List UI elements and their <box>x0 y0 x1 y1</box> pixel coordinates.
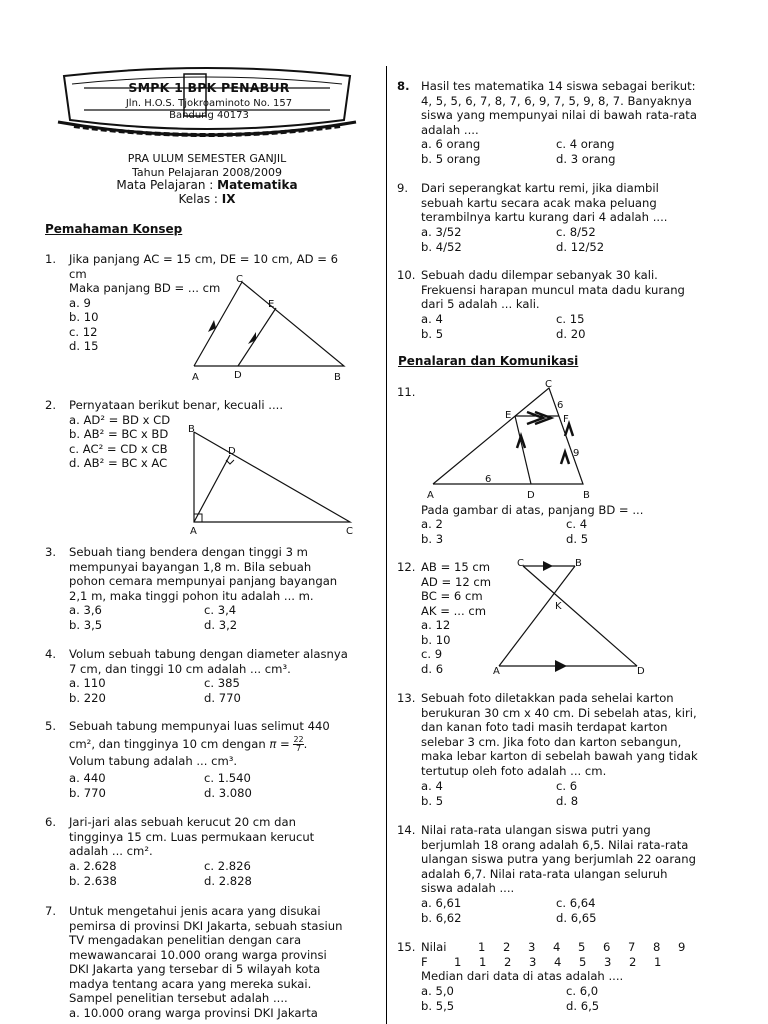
answer-option[interactable]: d. AB² = BC x AC <box>69 456 168 470</box>
right-angle-mark <box>226 460 234 464</box>
answer-option[interactable]: b. 5 <box>421 326 444 341</box>
section-heading-reasoning: Penalaran dan Komunikasi <box>398 354 579 368</box>
class-value: IX <box>221 191 236 206</box>
answer-option[interactable]: c. AC² = CD x CB <box>69 441 168 456</box>
question-text <box>69 815 371 859</box>
question-number: 3. <box>45 545 57 559</box>
question-line: Maka panjang BD = ... cm <box>69 281 221 295</box>
question-number: 15. <box>397 940 416 954</box>
question-line: AK = ... cm <box>421 603 487 618</box>
answer-option[interactable]: c. 6,0 <box>566 984 599 998</box>
question-line: Jari-jari alas sebuah kerucut 20 cm dan <box>69 815 296 829</box>
question-line: Sebuah dadu dilempar sebanyak 30 kali. <box>421 268 658 282</box>
question-line: dari 5 adalah ... kali. <box>421 297 540 311</box>
question-line: tingginya 15 cm. Luas permukaan kerucut <box>69 829 315 844</box>
question-text <box>421 503 753 518</box>
answer-option[interactable]: a. 4 <box>421 312 443 326</box>
answer-option[interactable]: c. 1.540 <box>204 771 251 785</box>
question-line: AB = 15 cm <box>421 560 491 574</box>
question-line: cm <box>69 266 87 281</box>
answer-option[interactable]: d. 3 orang <box>556 151 616 166</box>
vertex-label: A <box>192 372 199 383</box>
parallel-arrow <box>543 561 553 571</box>
question-line: AD = 12 cm <box>421 574 492 589</box>
question-line: adalah ... cm². <box>69 844 153 858</box>
vertex-label: K <box>555 601 562 612</box>
answer-option[interactable]: b. 2.638 <box>69 873 117 888</box>
question-line: Pernyataan berikut benar, kecuali .... <box>69 398 284 412</box>
parallel-arrow <box>248 332 256 344</box>
parallel-arrow <box>555 660 567 672</box>
question-line: BC = 6 cm <box>421 589 483 603</box>
figure-right-triangle-q2 <box>184 420 360 536</box>
vertex-label: D <box>234 370 242 381</box>
fraction-denominator: 7 <box>296 743 302 753</box>
answer-option[interactable]: a. AD² = BD x CD <box>69 412 171 427</box>
question-line: Sebuah foto diletakkan pada sehelai karton <box>421 691 674 705</box>
table-cell: 3 <box>528 940 536 954</box>
question-text <box>69 647 371 676</box>
answer-options <box>421 517 751 546</box>
answer-option[interactable]: c. 385 <box>204 676 240 690</box>
answer-option[interactable]: c. 6 <box>556 779 578 793</box>
vertex-label: D <box>527 490 535 501</box>
exam-name: PRA ULUM SEMESTER GANJIL <box>127 152 287 165</box>
vertex-label: B <box>583 490 590 501</box>
question-number: 6. <box>45 815 57 829</box>
answer-option[interactable]: b. 5 <box>421 793 444 808</box>
question-line: Dari seperangkat kartu remi, jika diambil <box>421 181 659 195</box>
question-text <box>421 268 753 312</box>
question-number: 13. <box>397 691 416 705</box>
answer-option[interactable]: a. 440 <box>69 771 106 785</box>
question-line: berjumlah 18 orang adalah 6,5. Nilai rata-rata <box>421 837 689 852</box>
answer-options <box>69 603 369 632</box>
vertex-label: D <box>228 446 236 457</box>
answer-option[interactable]: c. 2.826 <box>204 859 251 873</box>
parallel-arrow <box>561 452 569 464</box>
question-number: 12. <box>397 560 416 574</box>
question-line: 2,1 m, maka tinggi pohon itu adalah ... m. <box>69 588 314 603</box>
table-cell: 2 <box>503 940 511 954</box>
table-cell: 9 <box>678 940 686 954</box>
parallel-arrow <box>565 424 573 436</box>
answer-option[interactable]: d. 3,2 <box>204 617 238 632</box>
question-line: Pada gambar di atas, panjang BD = ... <box>421 503 644 517</box>
answer-options <box>421 312 751 341</box>
text-segment: . <box>303 736 308 751</box>
table-cell: 3 <box>529 954 537 969</box>
question-text <box>69 719 371 768</box>
answer-option[interactable]: c. 6,64 <box>556 896 596 910</box>
question-number: 7. <box>45 904 57 918</box>
class-line <box>44 193 370 207</box>
question-line: sebuah kartu secara acak maka peluang <box>421 195 657 210</box>
answer-options <box>421 984 751 1013</box>
answer-option[interactable]: c. 4 <box>566 517 588 531</box>
vertex-label: E <box>505 410 512 421</box>
answer-option[interactable]: b. 5,5 <box>421 998 455 1013</box>
answer-option[interactable]: a. 3/52 <box>421 225 462 239</box>
table-cell: 1 <box>478 940 486 954</box>
question-text <box>421 691 757 778</box>
figure-triangle-q11 <box>427 378 607 502</box>
question-number: 11. <box>397 385 416 399</box>
question-line: Median dari data di atas adalah .... <box>421 969 624 983</box>
exam-title <box>44 152 370 206</box>
answer-option[interactable]: a. 10.000 orang warga provinsi DKI Jakarta <box>69 1005 318 1020</box>
vertex-label: B <box>334 372 341 383</box>
vertex-label: C <box>236 274 243 285</box>
parallel-arrow <box>527 412 551 424</box>
address-line-1: Jln. H.O.S. Tjokroaminoto No. 157 <box>125 98 293 109</box>
segment-label: 9 <box>573 448 580 459</box>
data-row-frequency <box>421 955 757 970</box>
vertex-label: C <box>346 526 353 536</box>
question-text <box>69 545 371 603</box>
answer-option[interactable]: d. 12/52 <box>556 239 605 254</box>
question-text <box>69 904 371 1020</box>
school-header <box>44 64 370 154</box>
answer-options <box>69 859 369 888</box>
answer-option[interactable]: d. 20 <box>556 326 586 341</box>
question-number: 9. <box>397 181 409 195</box>
answer-options <box>69 771 369 800</box>
school-name: SMPK 1 BPK PENABUR <box>128 80 290 95</box>
segment-label: 6 <box>485 474 492 485</box>
segment-label: 6 <box>557 400 564 411</box>
question-line: madya tentang acara yang mereka sukai. <box>69 976 312 991</box>
subject-value: Matematika <box>217 178 298 192</box>
table-cell: 6 <box>603 940 611 954</box>
table-cell: 4 <box>554 954 562 969</box>
answer-option[interactable]: d. 6,5 <box>566 998 600 1013</box>
answer-option[interactable]: a. 2 <box>421 517 443 531</box>
question-text <box>421 181 753 225</box>
question-line: TV mengadakan penelitian dengan cara <box>69 933 302 947</box>
question-line: maka lebar karton di sebelah bawah yang tidak <box>421 749 698 763</box>
table-cell: 1 <box>654 954 662 969</box>
vertex-label: A <box>190 526 197 536</box>
vertex-label: F <box>563 414 569 425</box>
vertex-label: C <box>545 379 552 390</box>
question-number: 1. <box>45 252 57 266</box>
question-number: 4. <box>45 647 57 661</box>
question-number: 8. <box>397 79 410 93</box>
vertex-label: E <box>268 299 275 310</box>
question-line: pohon cemara mempunyai panjang bayangan <box>69 574 338 588</box>
question-line: dan kanan foto tadi masih terdapat karton <box>421 720 668 734</box>
answer-option[interactable]: b. 6,62 <box>421 910 462 925</box>
answer-option[interactable]: c. 3,4 <box>204 603 237 617</box>
question-line: adalah .... <box>421 122 479 137</box>
question-line: ulangan siswa putra yang berjumlah 22 oarang <box>421 852 696 866</box>
pi-symbol: π = <box>269 736 294 751</box>
answer-options <box>421 137 751 166</box>
answer-options <box>421 896 751 925</box>
fraction-numerator: 22 <box>293 734 304 744</box>
answer-option[interactable]: d. 5 <box>566 531 589 546</box>
question-line: Sebuah tabung mempunyai luas selimut 440 <box>69 719 330 733</box>
answer-option[interactable]: b. 5 orang <box>421 151 481 166</box>
question-number: 2. <box>45 398 57 412</box>
table-cell: 3 <box>604 954 612 969</box>
vertex-label: D <box>637 666 645 677</box>
question-line: pemirsa di provinsi DKI Jakarta, sebuah stasiun <box>69 918 343 933</box>
answer-option[interactable]: a. 2.628 <box>69 859 117 873</box>
answer-option[interactable]: a. 4 <box>421 779 443 793</box>
answer-option[interactable]: a. 12 <box>421 618 451 632</box>
answer-option[interactable]: d. 8 <box>556 793 579 808</box>
answer-option[interactable]: b. 4/52 <box>421 239 462 254</box>
figure-triangle-q1 <box>186 270 356 385</box>
question-number: 14. <box>397 823 416 837</box>
question-line: siswa adalah .... <box>421 881 515 895</box>
class-label: Kelas : <box>178 191 222 206</box>
answer-option[interactable]: b. AB² = BC x BD <box>69 427 169 441</box>
subject-label: Mata Pelajaran : <box>116 178 218 192</box>
question-line: selebar 3 cm. Jika foto dan karton sebangun, <box>421 734 682 749</box>
question-line: berukuran 30 cm x 40 cm. Di sebelah atas, kiri, <box>421 705 697 720</box>
data-row-values <box>421 940 757 955</box>
question-line: terambilnya kartu kurang dari 4 adalah .... <box>421 210 668 224</box>
answer-options <box>421 225 751 254</box>
answer-option[interactable]: a. 5,0 <box>421 984 454 998</box>
question-line: DKI Jakarta yang tersebar di 5 wilayah kota <box>69 962 321 976</box>
answer-option[interactable]: b. 10 <box>69 310 99 324</box>
table-cell: 2 <box>629 954 637 969</box>
question-line <box>69 734 371 754</box>
table-cell: 2 <box>504 954 512 969</box>
answer-option[interactable]: d. 15 <box>69 339 99 353</box>
answer-option[interactable]: d. 3.080 <box>204 785 252 800</box>
answer-option[interactable]: a. 9 <box>69 295 91 310</box>
subject-line <box>44 179 370 193</box>
answer-option[interactable]: c. 9 <box>421 647 443 661</box>
answer-option[interactable]: c. 8/52 <box>556 225 596 239</box>
table-cell: 4 <box>553 940 561 954</box>
answer-option[interactable]: d. 2.828 <box>204 873 252 888</box>
row-label: F <box>421 954 428 969</box>
table-cell: 5 <box>579 954 587 969</box>
school-address <box>104 98 314 122</box>
answer-option[interactable]: d. 770 <box>204 690 241 705</box>
question-line: Sebuah tiang bendera dengan tinggi 3 m <box>69 545 308 559</box>
question-line: Frekuensi harapan muncul mata dadu kurang <box>421 282 685 297</box>
question-line: Hasil tes matematika 14 siswa sebagai berikut: <box>421 79 696 93</box>
question-number: 10. <box>397 268 416 282</box>
vertex-label: C <box>517 558 524 569</box>
question-line: mempunyai bayangan 1,8 m. Bila sebuah <box>69 559 312 574</box>
question-line: 4, 5, 5, 6, 7, 8, 7, 6, 9, 7, 5, 9, 8, 7. Banyaknya <box>421 93 692 108</box>
vertex-label: A <box>427 490 434 501</box>
answer-option[interactable]: c. 4 orang <box>556 137 615 151</box>
answer-option[interactable]: a. 3,6 <box>69 603 102 617</box>
question-line: 7 cm, dan tinggi 10 cm adalah ... cm³. <box>69 661 291 676</box>
question-line: Jika panjang AC = 15 cm, DE = 10 cm, AD = 6 <box>69 252 338 266</box>
figure-crossed-lines-q12 <box>491 556 653 678</box>
academic-year: Tahun Pelajaran 2008/2009 <box>131 165 283 179</box>
answer-option[interactable]: c. 12 <box>69 324 98 339</box>
table-cell: 1 <box>479 954 487 969</box>
answer-option[interactable]: b. 770 <box>69 785 106 800</box>
answer-option[interactable]: b. 220 <box>69 690 106 705</box>
fraction <box>293 736 303 753</box>
right-column <box>387 0 768 1024</box>
table-cell: 8 <box>653 940 661 954</box>
question-line: mewawancarai 10.000 orang warga provinsi <box>69 947 327 962</box>
question-line: siswa yang mempunyai nilai di bawah rata-rata <box>421 108 697 122</box>
vertex-label: B <box>188 424 195 435</box>
answer-options <box>69 676 369 705</box>
vertex-label: A <box>493 666 500 677</box>
table-cell: 5 <box>578 940 586 954</box>
answer-option[interactable]: a. 6,61 <box>421 896 462 910</box>
answer-options <box>421 779 751 808</box>
answer-option[interactable]: b. 3,5 <box>69 617 103 632</box>
question-line: adalah 6,7. Nilai rata-rata ulangan seluruh <box>421 866 668 881</box>
address-line-2: Bandung 40173 <box>169 110 249 121</box>
question-line: Nilai rata-rata ulangan siswa putri yang <box>421 823 651 837</box>
table-cell: 1 <box>454 954 462 969</box>
answer-option[interactable]: a. 110 <box>69 676 106 690</box>
question-line: Untuk mengetahui jenis acara yang disukai <box>69 904 321 918</box>
question-line: tertutup oleh foto adalah ... cm. <box>421 763 607 778</box>
answer-option[interactable]: d. 6,65 <box>556 910 597 925</box>
question-line: Volum sebuah tabung dengan diameter alasnya <box>69 647 348 661</box>
answer-option[interactable]: c. 15 <box>556 312 585 326</box>
question-number: 5. <box>45 719 57 733</box>
answer-option[interactable]: b. 3 <box>421 531 444 546</box>
section-heading-concept: Pemahaman Konsep <box>45 222 183 236</box>
table-cell: 7 <box>628 940 636 954</box>
answer-option[interactable]: d. 6 <box>421 661 444 676</box>
question-line: Volum tabung adalah ... cm³. <box>69 753 238 768</box>
vertex-label: B <box>575 558 582 569</box>
question-text <box>421 823 757 896</box>
answer-option[interactable]: b. 10 <box>421 632 451 647</box>
question-line: Sampel penelitian tersebut adalah .... <box>69 991 288 1005</box>
answer-option[interactable]: a. 6 orang <box>421 137 481 151</box>
question-text <box>421 79 753 137</box>
row-label: Nilai <box>421 940 447 954</box>
text-segment: cm², dan tingginya 10 cm dengan <box>69 736 270 751</box>
